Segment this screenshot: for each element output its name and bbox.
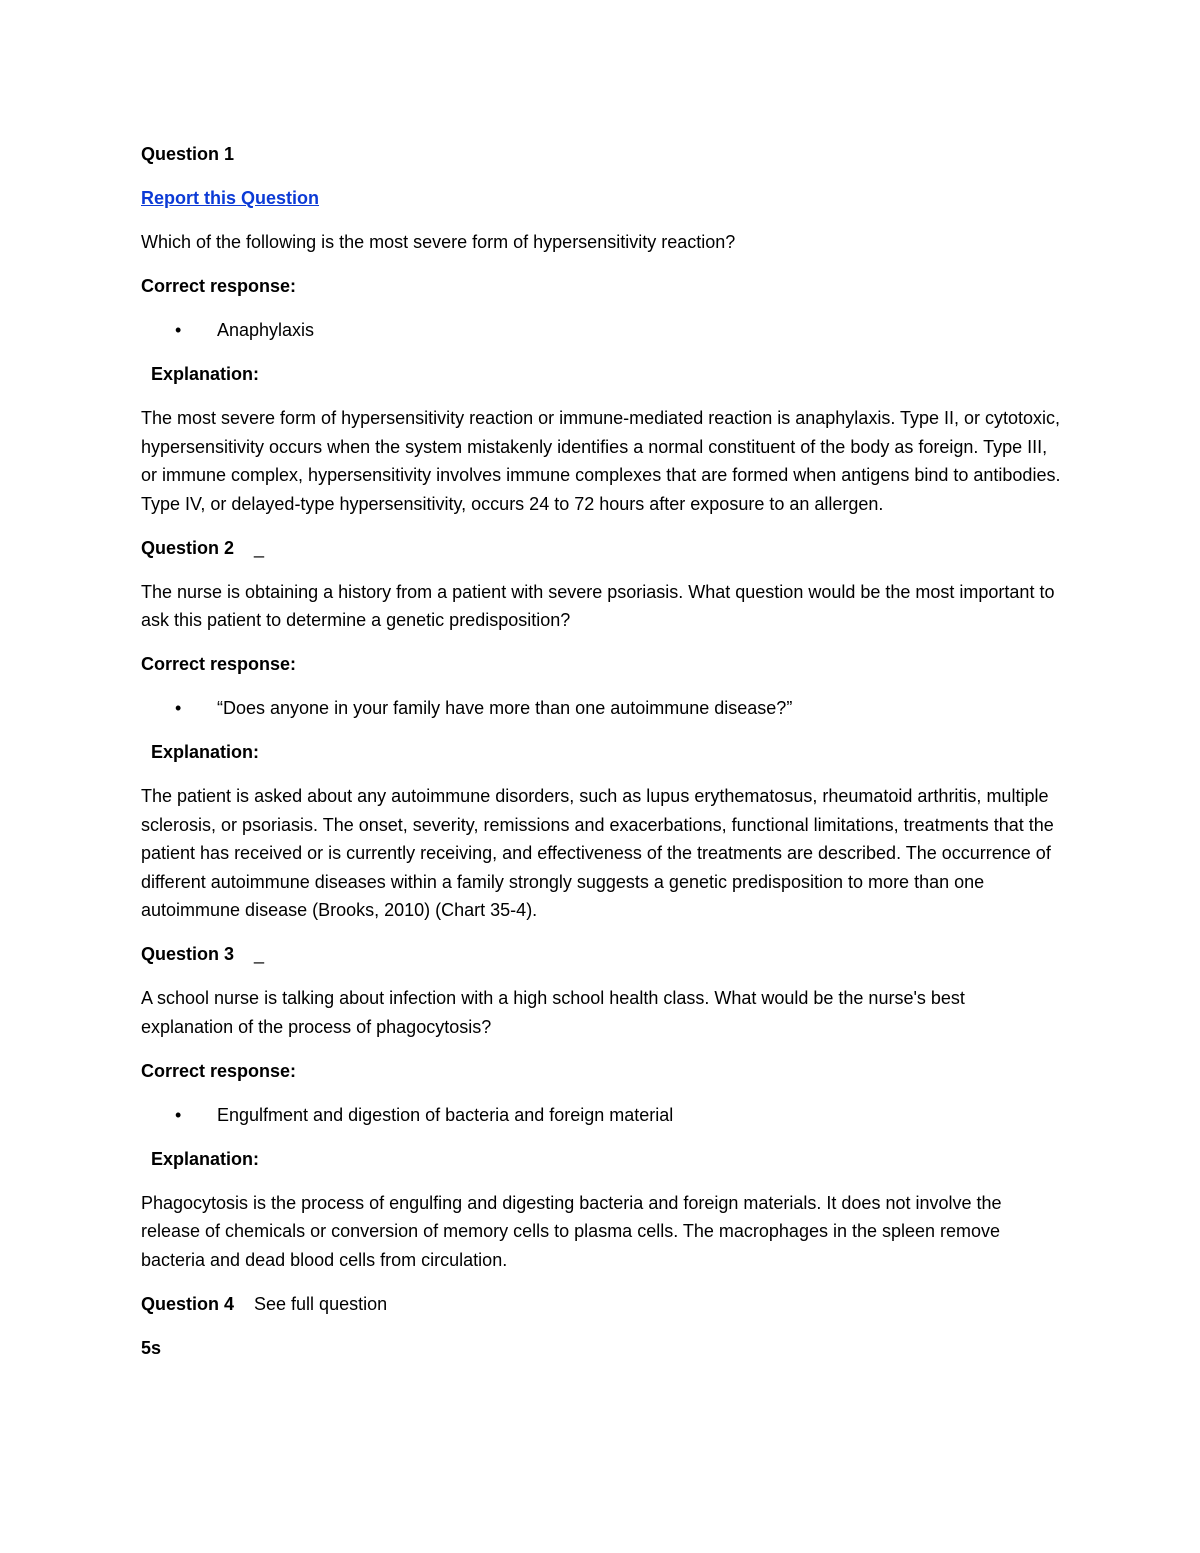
question-number-4: Question 4 bbox=[141, 1293, 235, 1314]
explanation-label: Explanation: bbox=[151, 742, 260, 762]
explanation-text: The patient is asked about any autoimmune disorders, such as lupus erythematosus, rheumatoid arthritis, multiple sclerosis, or psoriasis. The onset, severity, remissions and exacerbations, functional limitations, treatments that the patient has received or is currently receiving, and effectiveness of the treatments are described. The occurrence of different autoimmune diseases within a family strongly suggests a genetic predisposition to more than one autoimmune disease (Brooks, 2010) (Chart 35-4). bbox=[141, 786, 1054, 920]
question-number: Question 2 bbox=[141, 537, 235, 558]
explanation-text: The most severe form of hypersensitivity reaction or immune-mediated reaction is anaphylaxis. Type II, or cytotoxic, hypersensitivity occurs when the system mistakenly identifies a normal constituent of the body as foreign. Type III, or immune complex, hypersensitivity involves immune complexes that are formed when antigens bind to antibodies. Type IV, or delayed-type hypersensitivity, occurs 24 to 72 hours after exposure to an allergen. bbox=[141, 408, 1061, 514]
explanation-label: Explanation: bbox=[151, 1148, 260, 1169]
correct-response-label: Correct response: bbox=[141, 1060, 297, 1081]
answer-item bbox=[141, 316, 1061, 345]
question-number: Question 3 bbox=[141, 944, 235, 964]
answer-list bbox=[141, 1101, 1061, 1130]
bullet-icon: • bbox=[175, 320, 182, 340]
correct-response-label: Correct response: bbox=[141, 654, 297, 674]
question-heading bbox=[141, 1290, 1061, 1319]
bullet-icon: • bbox=[175, 1104, 182, 1125]
question-text: Which of the following is the most severe form of hypersensitivity reaction? bbox=[141, 232, 736, 252]
answer-list bbox=[141, 316, 1061, 345]
bullet-icon: • bbox=[175, 698, 182, 718]
question-block bbox=[141, 140, 1061, 518]
correct-response-label: Correct response: bbox=[141, 276, 297, 296]
question-heading bbox=[141, 534, 1061, 563]
explanation-text: Phagocytosis is the process of engulfing and digesting bacteria and foreign materials. It does not involve the release of chemicals or conversion of memory cells to plasma cells. The macrophages in the spleen remove bacteria and dead blood cells from circulation. bbox=[141, 1192, 1002, 1270]
question-block bbox=[141, 940, 1061, 1274]
document-body bbox=[141, 140, 1061, 1362]
question-text: A school nurse is talking about infection with a high school health class. What would be the nurse's best explanation of the process of phagocytosis? bbox=[141, 988, 965, 1037]
question-text: The nurse is obtaining a history from a patient with severe psoriasis. What question would be the most important to ask this patient to determine a genetic predisposition? bbox=[141, 581, 1055, 630]
explanation-label: Explanation: bbox=[151, 364, 260, 384]
question-heading bbox=[141, 940, 1061, 969]
answer-text: Anaphylaxis bbox=[217, 320, 315, 340]
report-question-link[interactable]: Report this Question bbox=[141, 188, 320, 208]
answer-item bbox=[141, 694, 1061, 723]
answer-item bbox=[141, 1101, 1061, 1130]
answer-text: “Does anyone in your family have more than one autoimmune disease?” bbox=[217, 698, 793, 718]
question-heading bbox=[141, 140, 1061, 169]
answer-text: Engulfment and digestion of bacteria and foreign material bbox=[217, 1104, 674, 1125]
answer-list bbox=[141, 694, 1061, 723]
question-number: Question 1 bbox=[141, 144, 235, 164]
question-marker: _ bbox=[254, 944, 265, 964]
see-full-question-link[interactable]: See full question bbox=[254, 1293, 388, 1314]
question-block bbox=[141, 1290, 1061, 1319]
question-marker: _ bbox=[254, 537, 265, 558]
page-footer-text: 5s bbox=[141, 1337, 162, 1358]
question-block bbox=[141, 534, 1061, 925]
